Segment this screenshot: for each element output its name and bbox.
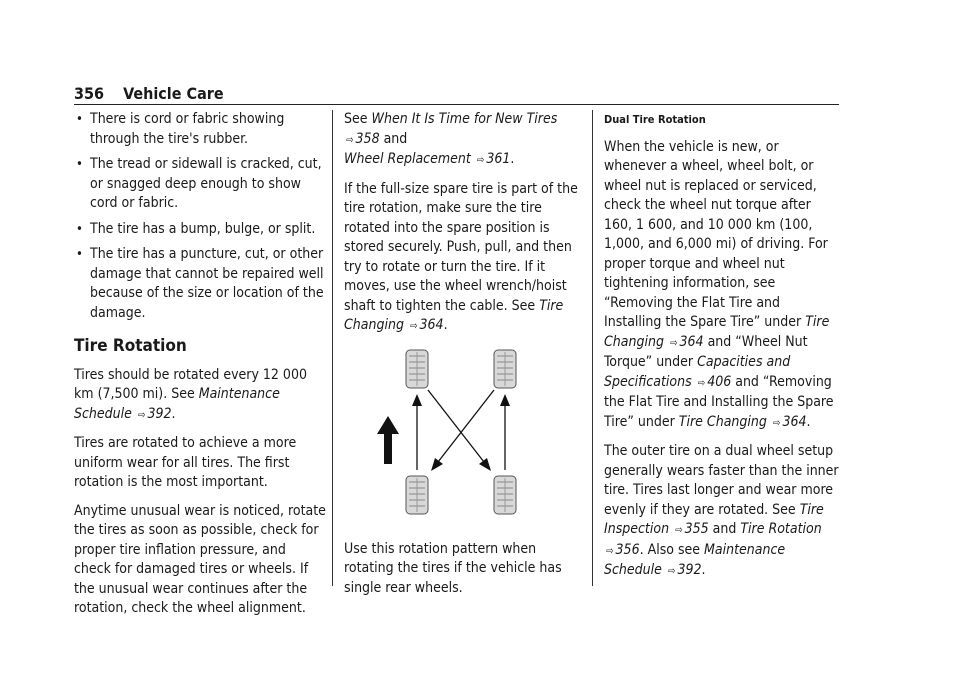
paragraph-unusual-wear: Anytime unusual wear is noticed, rotate the tires as soon as possible, check for proper tire inflation pressure, and check for damaged tires or wheels. If the unusual wear continues after the rotation, check the wheel alignment.: [74, 502, 326, 616]
link-tire-rotation[interactable]: Tire Rotation: [740, 521, 822, 537]
page-ref-number[interactable]: 392: [147, 405, 172, 422]
page-ref-number[interactable]: 356: [615, 541, 640, 558]
page-ref-icon: ⇨: [137, 409, 146, 421]
page-ref-icon: ⇨: [346, 134, 354, 146]
page-ref-icon: ⇨: [697, 377, 706, 389]
rotation-arrow-front-left-to-rear-right: [428, 390, 484, 462]
arrowhead-icon: [431, 458, 443, 471]
bullet-item: • There is cord or fabric showing through the tire's rubber.: [74, 110, 326, 149]
page-ref-number[interactable]: 406: [707, 373, 732, 390]
tire-rear-left-icon: [406, 476, 428, 514]
page-header: [74, 84, 224, 103]
bullet-item: • The tire has a bump, bulge, or split.: [74, 220, 326, 240]
column-divider-right: [592, 110, 593, 586]
header-rule: [74, 104, 839, 105]
paragraph-see-refs: See When It Is Time for New Tires ⇨ 358 and Wheel Replacement ⇨ 361.: [344, 111, 558, 167]
rotation-arrow-front-right-to-rear-left: [438, 390, 494, 462]
page-ref-icon: ⇨: [476, 155, 485, 166]
column-2: [344, 110, 580, 607]
link-capacities-specifications[interactable]: Capacities and Specifications: [604, 354, 791, 390]
page-ref-number[interactable]: 361: [486, 151, 511, 167]
page-ref-number[interactable]: 355: [684, 521, 709, 537]
link-maintenance-schedule[interactable]: Maintenance Schedule: [74, 386, 280, 422]
paragraph-dual-wheel-wear: The outer tire on a dual wheel setup generally wears faster than the inner tire. Tires last longer and wear more evenly if they are rotated. See Tire Inspection ⇨ 355 and Tire Rotation ⇨ 356. Also see Maintenance Schedule ⇨ 392.: [604, 443, 839, 578]
paragraph-spare-tire: If the full-size spare tire is part of the tire rotation, make sure the tire rotated into the spare position is stored securely. Push, pull, and then try to rotate or turn the tire. If it moves, use the wheel wrench/hoist shaft to tighten the cable. See Tire Changing ⇨ 364.: [344, 180, 578, 333]
page-ref-icon: ⇨: [667, 566, 676, 577]
tire-rear-right-icon: [494, 476, 516, 514]
page-ref-number[interactable]: 392: [677, 562, 702, 578]
diagram-caption: Use this rotation pattern when rotating the tires if the vehicle has single rear wheels.: [344, 540, 562, 596]
page-ref-icon: ⇨: [675, 525, 683, 536]
page-ref-number[interactable]: 358: [355, 130, 380, 147]
link-wheel-replacement[interactable]: Wheel Replacement: [344, 151, 471, 167]
column-divider-left: [332, 110, 333, 586]
tire-front-right-icon: [494, 350, 516, 388]
subheading-dual-tire-rotation: Dual Tire Rotation: [604, 113, 706, 126]
vehicle-forward-arrow-icon: [377, 416, 399, 464]
paragraph-rotation-purpose: Tires are rotated to achieve a more uniform wear for all tires. The first rotation is the most important.: [74, 435, 297, 490]
paragraph-rotation-interval: Tires should be rotated every 12 000 km (7,500 mi). See Maintenance Schedule ⇨ 392.: [74, 366, 307, 422]
link-tire-changing[interactable]: Tire Changing: [604, 314, 830, 350]
page-ref-icon: ⇨: [669, 337, 678, 349]
link-tire-changing[interactable]: Tire Changing: [344, 297, 564, 333]
page-ref-icon: ⇨: [409, 321, 418, 332]
page-number: 356: [74, 84, 105, 103]
column-1: [74, 110, 326, 628]
tire-front-left-icon: [406, 350, 428, 388]
column-3: [604, 110, 840, 591]
link-new-tires[interactable]: When It Is Time for New Tires: [371, 111, 558, 127]
page-ref-number[interactable]: 364: [679, 333, 704, 350]
bullet-item: • The tire has a puncture, cut, or other damage that cannot be repaired well because of the size or location of the damage.: [74, 245, 326, 323]
page-ref-icon: ⇨: [606, 545, 614, 557]
paragraph-wheel-nut-torque: When the vehicle is new, or whenever a wheel, wheel bolt, or wheel nut is replaced or serviced, check the wheel nut torque after 160, 1 600, and 10 000 km (100, 1,000, and 6,000 mi) of driving. For proper torque and wheel nut tightening information, see “Removing the Flat Tire and Installing the Spare Tire” under Tire Changing ⇨ 364 and “Wheel Nut Torque” under Capacities and Specifications ⇨ 406 and “Removing the Flat Tire and Installing the Spare Tire” under Tire Changing ⇨ 364.: [604, 138, 834, 430]
section-heading: Tire Rotation: [74, 336, 187, 356]
bullet-item: • The tread or sidewall is cracked, cut, or snagged deep enough to show cord or fabric.: [74, 155, 326, 214]
tire-damage-list: [74, 110, 326, 323]
arrowhead-icon: [500, 394, 510, 406]
link-maintenance-schedule[interactable]: Maintenance Schedule: [604, 541, 786, 578]
link-tire-changing[interactable]: Tire Changing: [678, 413, 767, 430]
rotation-diagram: [344, 346, 580, 530]
arrowhead-icon: [479, 458, 491, 471]
page-ref-number[interactable]: 364: [419, 317, 444, 333]
page-ref-icon: ⇨: [772, 417, 781, 429]
arrowhead-icon: [412, 394, 422, 406]
page-ref-number[interactable]: 364: [782, 413, 807, 430]
link-tire-inspection[interactable]: Tire Inspection: [604, 501, 824, 537]
section-title: Vehicle Care: [123, 84, 224, 103]
